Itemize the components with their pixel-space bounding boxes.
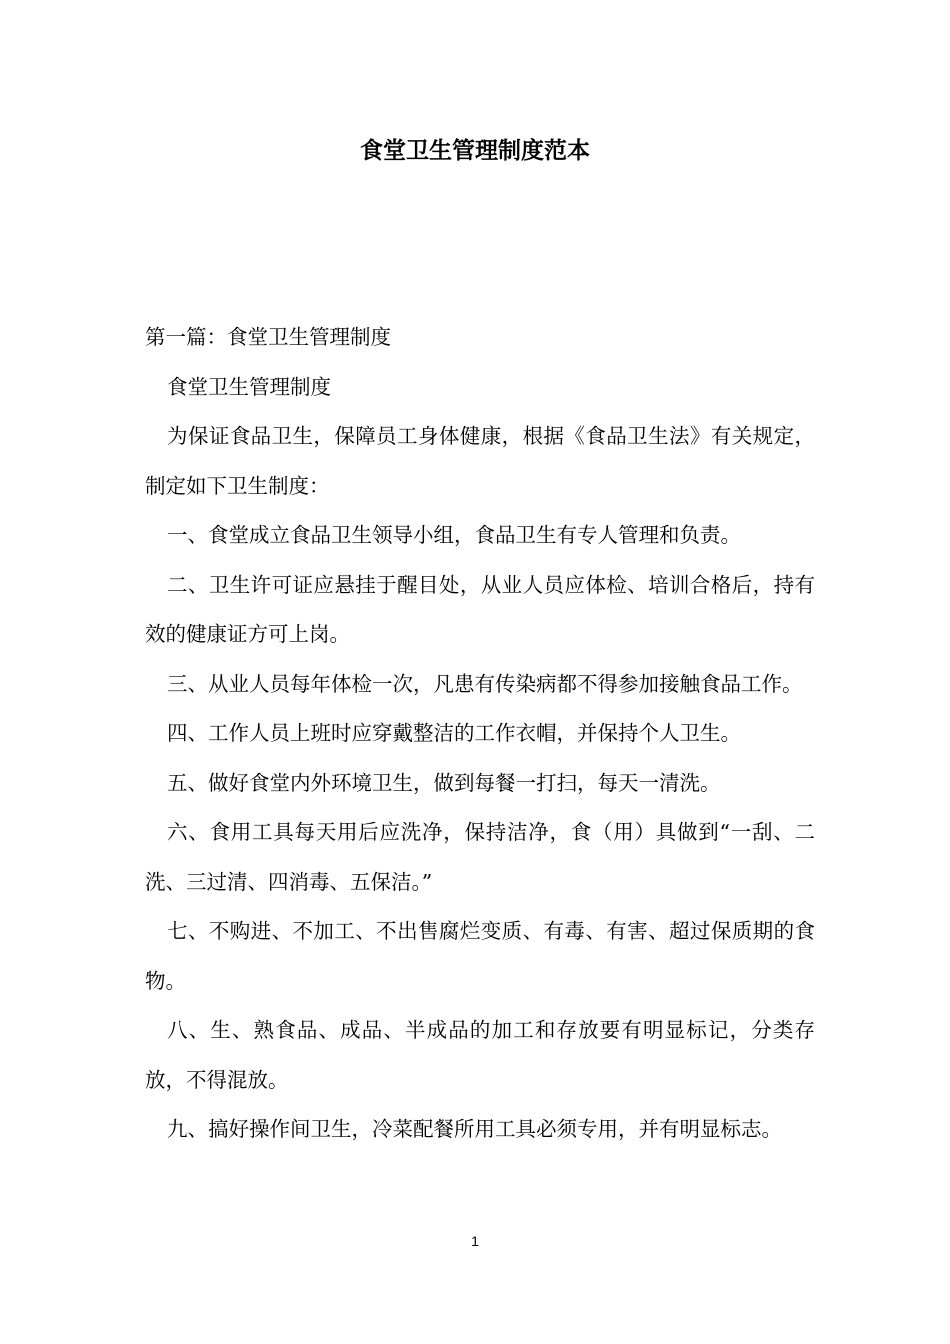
rule-item: 四、工作人员上班时应穿戴整洁的工作衣帽，并保持个人卫生。 [167, 721, 741, 745]
page-number: 1 [471, 1233, 479, 1249]
document-title: 食堂卫生管理制度范本 [360, 138, 590, 164]
rule-item: 三、从业人员每年体检一次，凡患有传染病都不得参加接触食品工作。 [167, 671, 803, 696]
section-heading: 第一篇：食堂卫生管理制度 [145, 325, 391, 349]
document-body [145, 313, 815, 1155]
rule-item: 八、生、熟食品、成品、半成品的加工和存放要有明显标记，分类存放，不得混放。 [145, 1018, 815, 1092]
subsection-heading: 食堂卫生管理制度 [167, 374, 331, 399]
rule-item: 七、不购进、不加工、不出售腐烂变质、有毒、有害、超过保质期的食物。 [145, 919, 815, 993]
rule-item: 二、卫生许可证应悬挂于醒目处，从业人员应体检、培训合格后，持有效的健康证方可上岗。 [145, 572, 815, 646]
rule-item: 五、做好食堂内外环境卫生，做到每餐一打扫，每天一清洗。 [167, 770, 721, 795]
intro-paragraph: 为保证食品卫生，保障员工身体健康，根据《食品卫生法》有关规定，制定如下卫生制度： [145, 424, 815, 498]
rule-item: 一、食堂成立食品卫生领导小组，食品卫生有专人管理和负责。 [167, 523, 741, 547]
rule-item: 九、搞好操作间卫生，冷菜配餐所用工具必须专用，并有明显标志。 [167, 1117, 782, 1141]
rule-item: 六、食用工具每天用后应洗净，保持洁净，食（用）具做到“一刮、二洗、三过清、四消毒、五保洁。” [145, 820, 815, 894]
